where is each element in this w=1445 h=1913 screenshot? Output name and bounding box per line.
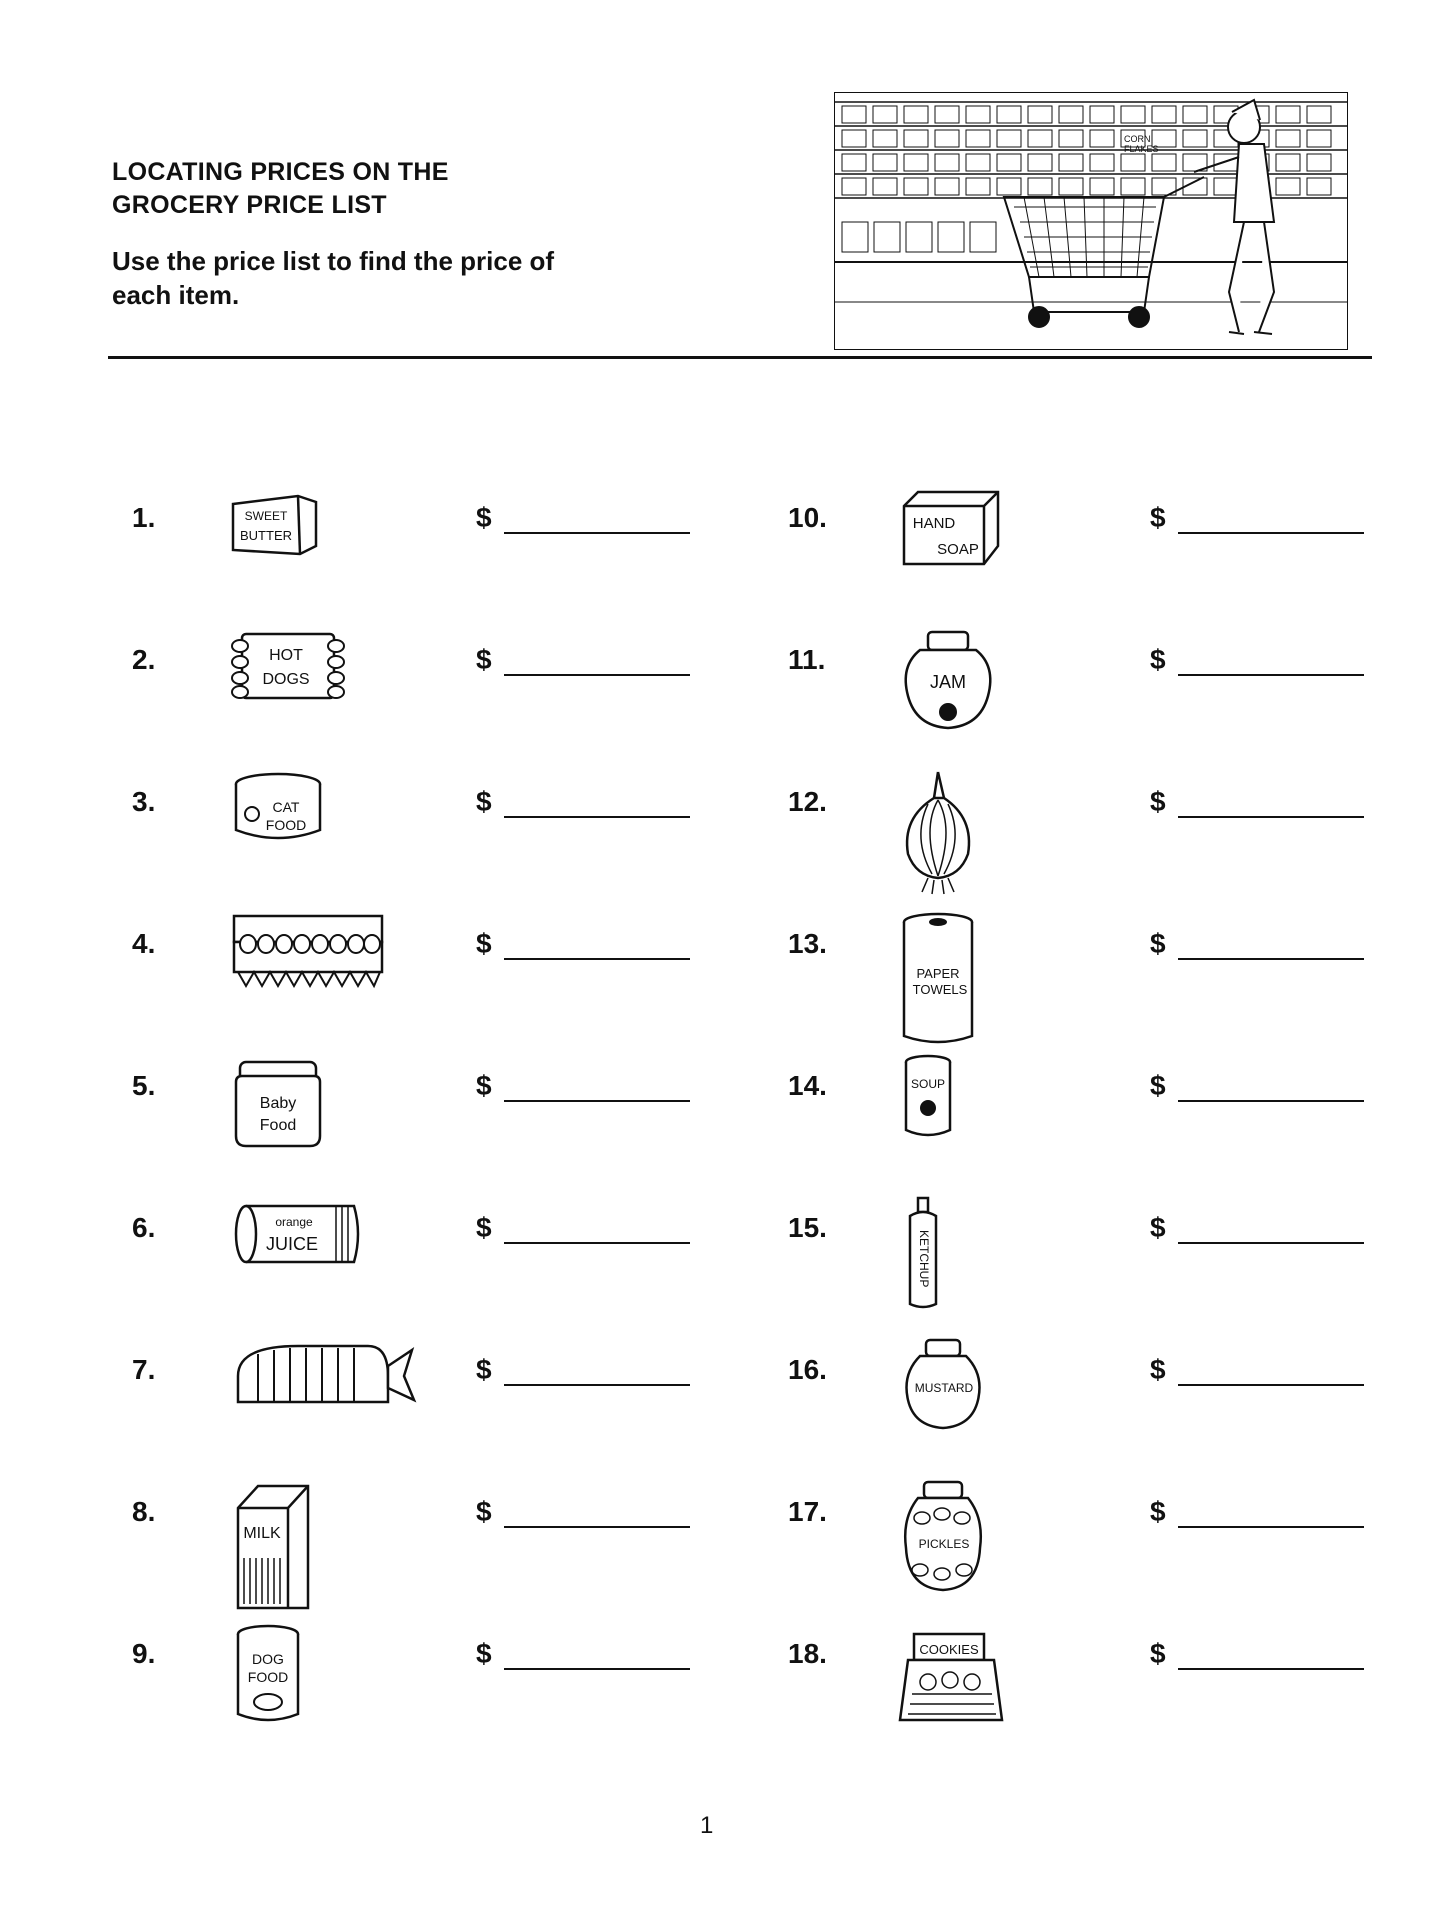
price-answer-blank[interactable] — [1178, 1526, 1364, 1528]
item-row — [132, 1070, 692, 1200]
price-answer-blank[interactable] — [504, 1526, 690, 1528]
cat-food-icon — [228, 768, 338, 853]
icon-label: DOG — [252, 1651, 284, 1667]
onion-icon — [898, 768, 978, 903]
dollar-sign: $ — [476, 1212, 492, 1243]
icon-label: SOUP — [910, 1077, 946, 1091]
dollar-sign: $ — [1150, 1212, 1166, 1243]
icon-label: CAT — [272, 799, 300, 815]
title-line-2: GROCERY PRICE LIST — [112, 191, 387, 219]
butter-icon — [228, 484, 328, 569]
item-number: 16. — [788, 1354, 827, 1385]
jam-icon — [898, 626, 998, 741]
instructions: Use the price list to find the price of each item. — [112, 246, 555, 310]
item-row — [132, 502, 692, 632]
icon-label: FOOD — [265, 817, 307, 833]
worksheet-title — [112, 156, 532, 222]
svg-text:CORN: CORN — [1124, 134, 1151, 144]
item-number: 15. — [788, 1212, 827, 1243]
price-answer-blank[interactable] — [1178, 674, 1364, 676]
price-answer-blank[interactable] — [1178, 1668, 1364, 1670]
price-answer-blank[interactable] — [1178, 1100, 1364, 1102]
price-answer-blank[interactable] — [1178, 532, 1364, 534]
icon-label: COOKIES — [919, 1642, 979, 1657]
item-number: 8. — [132, 1496, 156, 1527]
dollar-sign: $ — [476, 928, 492, 959]
item-number: 18. — [788, 1638, 827, 1669]
item-row — [788, 1212, 1368, 1342]
dollar-sign: $ — [476, 1354, 492, 1385]
icon-label: KETCHUP — [917, 1230, 931, 1288]
icon-label: MUSTARD — [914, 1381, 974, 1395]
icon-label: Baby — [259, 1095, 297, 1112]
item-row — [132, 1638, 692, 1768]
price-answer-blank[interactable] — [504, 816, 690, 818]
price-answer-blank[interactable] — [504, 1384, 690, 1386]
price-answer-blank[interactable] — [504, 1100, 690, 1102]
item-row — [788, 1070, 1368, 1200]
item-row — [132, 1354, 692, 1484]
icon-label: PAPER — [916, 966, 960, 981]
hot-dogs-icon — [228, 626, 348, 711]
price-answer-blank[interactable] — [1178, 1384, 1364, 1386]
price-answer-blank[interactable] — [504, 1242, 690, 1244]
dollar-sign: $ — [1150, 786, 1166, 817]
item-row — [788, 928, 1368, 1058]
grocery-store-illustration — [834, 92, 1348, 350]
icon-label: SWEET — [244, 509, 288, 523]
item-row — [132, 644, 692, 774]
item-number: 6. — [132, 1212, 156, 1243]
item-row — [788, 502, 1368, 632]
dollar-sign: $ — [476, 1638, 492, 1669]
dollar-sign: $ — [1150, 1354, 1166, 1385]
item-number: 7. — [132, 1354, 156, 1385]
header-divider — [108, 356, 1372, 359]
dollar-sign: $ — [1150, 928, 1166, 959]
item-number: 17. — [788, 1496, 827, 1527]
item-number: 9. — [132, 1638, 156, 1669]
dollar-sign: $ — [476, 786, 492, 817]
title-line-1: LOCATING PRICES ON THE — [112, 158, 449, 186]
price-answer-blank[interactable] — [504, 532, 690, 534]
price-answer-blank[interactable] — [504, 674, 690, 676]
ketchup-icon — [898, 1194, 948, 1319]
eggs-icon — [228, 910, 388, 995]
icon-label: HOT — [269, 647, 303, 664]
item-number: 2. — [132, 644, 156, 675]
bread-icon — [228, 1336, 418, 1421]
icon-label: JUICE — [265, 1234, 319, 1254]
icon-label: DOGS — [262, 671, 310, 688]
icon-label: SOAP — [937, 541, 979, 558]
dollar-sign: $ — [1150, 1496, 1166, 1527]
item-row — [132, 1212, 692, 1342]
dog-food-icon — [228, 1620, 308, 1735]
item-number: 14. — [788, 1070, 827, 1101]
icon-label: HAND — [912, 515, 956, 532]
icon-label: JAM — [930, 672, 966, 692]
dollar-sign: $ — [1150, 502, 1166, 533]
soup-icon — [898, 1052, 958, 1147]
dollar-sign: $ — [1150, 1638, 1166, 1669]
svg-text:FLAKES: FLAKES — [1124, 144, 1159, 154]
dollar-sign: $ — [476, 1496, 492, 1527]
page-number: 1 — [700, 1812, 714, 1839]
price-answer-blank[interactable] — [504, 1668, 690, 1670]
item-row — [788, 786, 1368, 916]
item-row — [788, 1354, 1368, 1484]
price-answer-blank[interactable] — [1178, 958, 1364, 960]
icon-label: MILK — [243, 1525, 281, 1542]
item-number: 1. — [132, 502, 156, 533]
item-row — [132, 786, 692, 916]
dollar-sign: $ — [476, 502, 492, 533]
item-number: 12. — [788, 786, 827, 817]
dollar-sign: $ — [476, 644, 492, 675]
icon-label: BUTTER — [240, 528, 292, 543]
icon-label: orange — [275, 1215, 313, 1229]
item-number: 11. — [788, 644, 826, 675]
item-row — [132, 928, 692, 1058]
pickles-icon — [898, 1478, 988, 1603]
paper-towels-icon — [898, 910, 978, 1055]
milk-icon — [228, 1478, 318, 1623]
orange-juice-icon — [228, 1194, 368, 1279]
icon-label: PICKLES — [918, 1537, 970, 1551]
dollar-sign: $ — [476, 1070, 492, 1101]
icon-label: TOWELS — [912, 982, 968, 997]
item-row — [788, 1638, 1368, 1768]
item-number: 13. — [788, 928, 827, 959]
cookies-icon — [898, 1620, 1008, 1735]
item-number: 10. — [788, 502, 827, 533]
hand-soap-icon — [898, 484, 1008, 579]
baby-food-icon — [228, 1052, 328, 1157]
price-answer-blank[interactable] — [1178, 816, 1364, 818]
item-row — [132, 1496, 692, 1626]
item-number: 4. — [132, 928, 156, 959]
item-row — [788, 644, 1368, 774]
icon-label: FOOD — [247, 1669, 289, 1685]
dollar-sign: $ — [1150, 1070, 1166, 1101]
item-row — [788, 1496, 1368, 1626]
price-answer-blank[interactable] — [504, 958, 690, 960]
mustard-icon — [898, 1336, 988, 1441]
item-number: 3. — [132, 786, 156, 817]
dollar-sign: $ — [1150, 644, 1166, 675]
item-number: 5. — [132, 1070, 156, 1101]
icon-label: Food — [259, 1117, 297, 1134]
price-answer-blank[interactable] — [1178, 1242, 1364, 1244]
